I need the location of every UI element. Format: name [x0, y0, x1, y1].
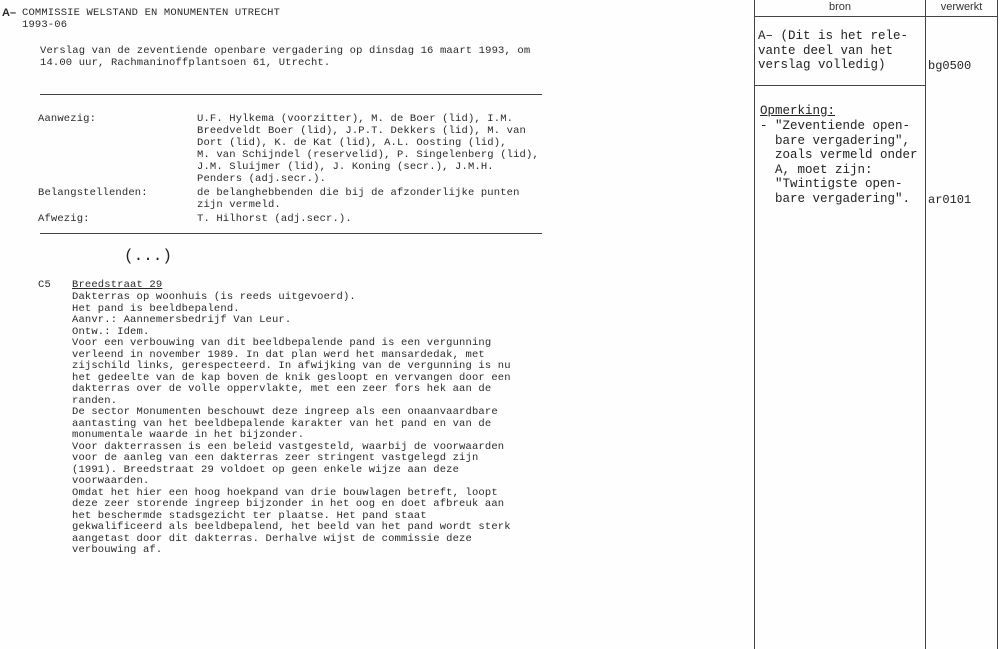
item-line: monumentale waarde in het bijzonder. [72, 429, 305, 441]
item-line: aantasting van het beeldbepalende karakter van het pand en van de [72, 417, 492, 430]
margin-divider-right [997, 0, 998, 649]
section-marker: A– [2, 7, 17, 19]
item-line: Aanvr.: Aannemersbedrijf Van Leur. [72, 314, 292, 326]
margin-divider-left [754, 0, 755, 649]
present-line: M. van Schijndel (reservelid), P. Singelenberg (lid), [197, 149, 539, 161]
item-line: Voor dakterrassen is een beleid vastgesteld, waarbij de voorwaarden [72, 440, 505, 453]
present-line: J.M. Sluijmer (lid), J. Koning (secr.), J.M.H. [197, 161, 494, 173]
item-line: het gedeelte van de kap boven de knik gesloopt en vervangen door een [72, 371, 511, 384]
remark-body [760, 119, 918, 206]
source-note-line: A– (Dit is het rele- [758, 29, 909, 43]
divider-bottom [40, 233, 542, 234]
source-note [758, 29, 908, 73]
column-header-bron: bron [828, 1, 852, 13]
remark-line: "Twintigste open- [760, 177, 903, 191]
item-text [72, 292, 511, 557]
item-line: Het pand is beeldbepalend. [72, 302, 240, 315]
item-line: aangetast door dit dakterras. Derhalve wijst de commissie deze [72, 532, 472, 545]
item-line: Voor een verbouwing van dit beeldbepalende pand is een vergunning [72, 337, 492, 349]
present-line: Breedveldt Boer (lid), J.P.T. Dekkers (lid), M. van [197, 125, 527, 137]
item-line: deze zeer storende ingreep bijzonder in het oog en doet afbreuk aan [72, 498, 505, 510]
item-line: verbouwing af. [72, 544, 163, 556]
intro-line: Verslag van de zeventiende openbare vergadering op dinsdag 16 maart 1993, om [40, 45, 531, 57]
remark-line: bare vergadering". [760, 191, 911, 206]
source-note-line: verslag volledig) [758, 58, 886, 72]
interested-label: Belangstellenden: [38, 187, 148, 199]
item-line: (1991). Breedstraat 29 voldoet op geen enkele wijze aan deze [72, 463, 460, 476]
item-line: het beschermde stadsgezicht ter plaatse. Het pand staat [72, 509, 427, 522]
present-line: Dort (lid), K. de Kat (lid), A.L. Oosting (lid), [197, 137, 507, 149]
item-line: Dakterras op woonhuis (is reeds uitgevoerd). [72, 291, 356, 303]
item-line: zijschild links, gerespecteerd. In afwijking van de vergunning is nu [72, 360, 511, 372]
organization-name: COMMISSIE WELSTAND EN MONUMENTEN UTRECHT [22, 7, 281, 19]
source-note-line: vante deel van het [758, 43, 894, 58]
item-line: De sector Monumenten beschouwt deze ingreep als een onaanvaardbare [72, 406, 498, 418]
divider-top [40, 94, 542, 95]
item-line: Omdat het hier een hoog hoekpand van drie bouwlagen betreft, loopt [72, 486, 498, 499]
interested-line: de belanghebbenden die bij de afzonderlijke punten [197, 187, 520, 199]
item-line: verleend in november 1989. In dat plan werd het mansardedak, met [72, 348, 485, 361]
item-line: randen. [72, 394, 118, 407]
source-code: bg0500 [928, 59, 972, 73]
present-line: U.F. Hylkema (voorzitter), M. de Boer (lid), I.M. [197, 113, 514, 125]
absent-line: T. Hilhorst (adj.secr.). [197, 213, 352, 225]
intro-line: 14.00 uur, Rachmaninoffplantsoen 61, Utrecht. [40, 57, 331, 69]
margin-header-rule [754, 16, 998, 17]
present-line: Penders (adj.secr.). [197, 173, 327, 185]
item-line: gekwalificeerd als beeldbepalend, het beeld van het pand wordt sterk [72, 521, 511, 533]
absent-label: Afwezig: [38, 213, 90, 225]
interested-line: zijn vermeld. [197, 199, 281, 211]
item-title: Breedstraat 29 [72, 279, 163, 291]
item-line: voorwaarden. [72, 475, 150, 487]
margin-divider-mid [925, 0, 926, 649]
handwritten-ellipsis: (...) [124, 247, 173, 265]
column-header-verwerkt: verwerkt [940, 1, 983, 13]
remark-line: A, moet zijn: [760, 162, 873, 177]
item-line: voor de aanleg van een dakterras zeer stringent vastgelegd zijn [72, 452, 479, 464]
item-code: C5 [38, 279, 51, 291]
remark-line: zoals vermeld onder [760, 148, 918, 162]
remark-line: bare vergadering", [760, 133, 911, 148]
margin-section-rule [754, 85, 926, 86]
remark-title: Opmerking: [760, 104, 836, 118]
item-line: Ontw.: Idem. [72, 325, 150, 338]
item-line: dakterras over de volle oppervlakte, met een zeer fors hek aan de [72, 383, 492, 395]
present-label: Aanwezig: [38, 113, 97, 125]
report-period: 1993-06 [22, 19, 68, 31]
remark-code: ar0101 [928, 193, 972, 207]
remark-line: - "Zeventiende open- [760, 119, 911, 133]
